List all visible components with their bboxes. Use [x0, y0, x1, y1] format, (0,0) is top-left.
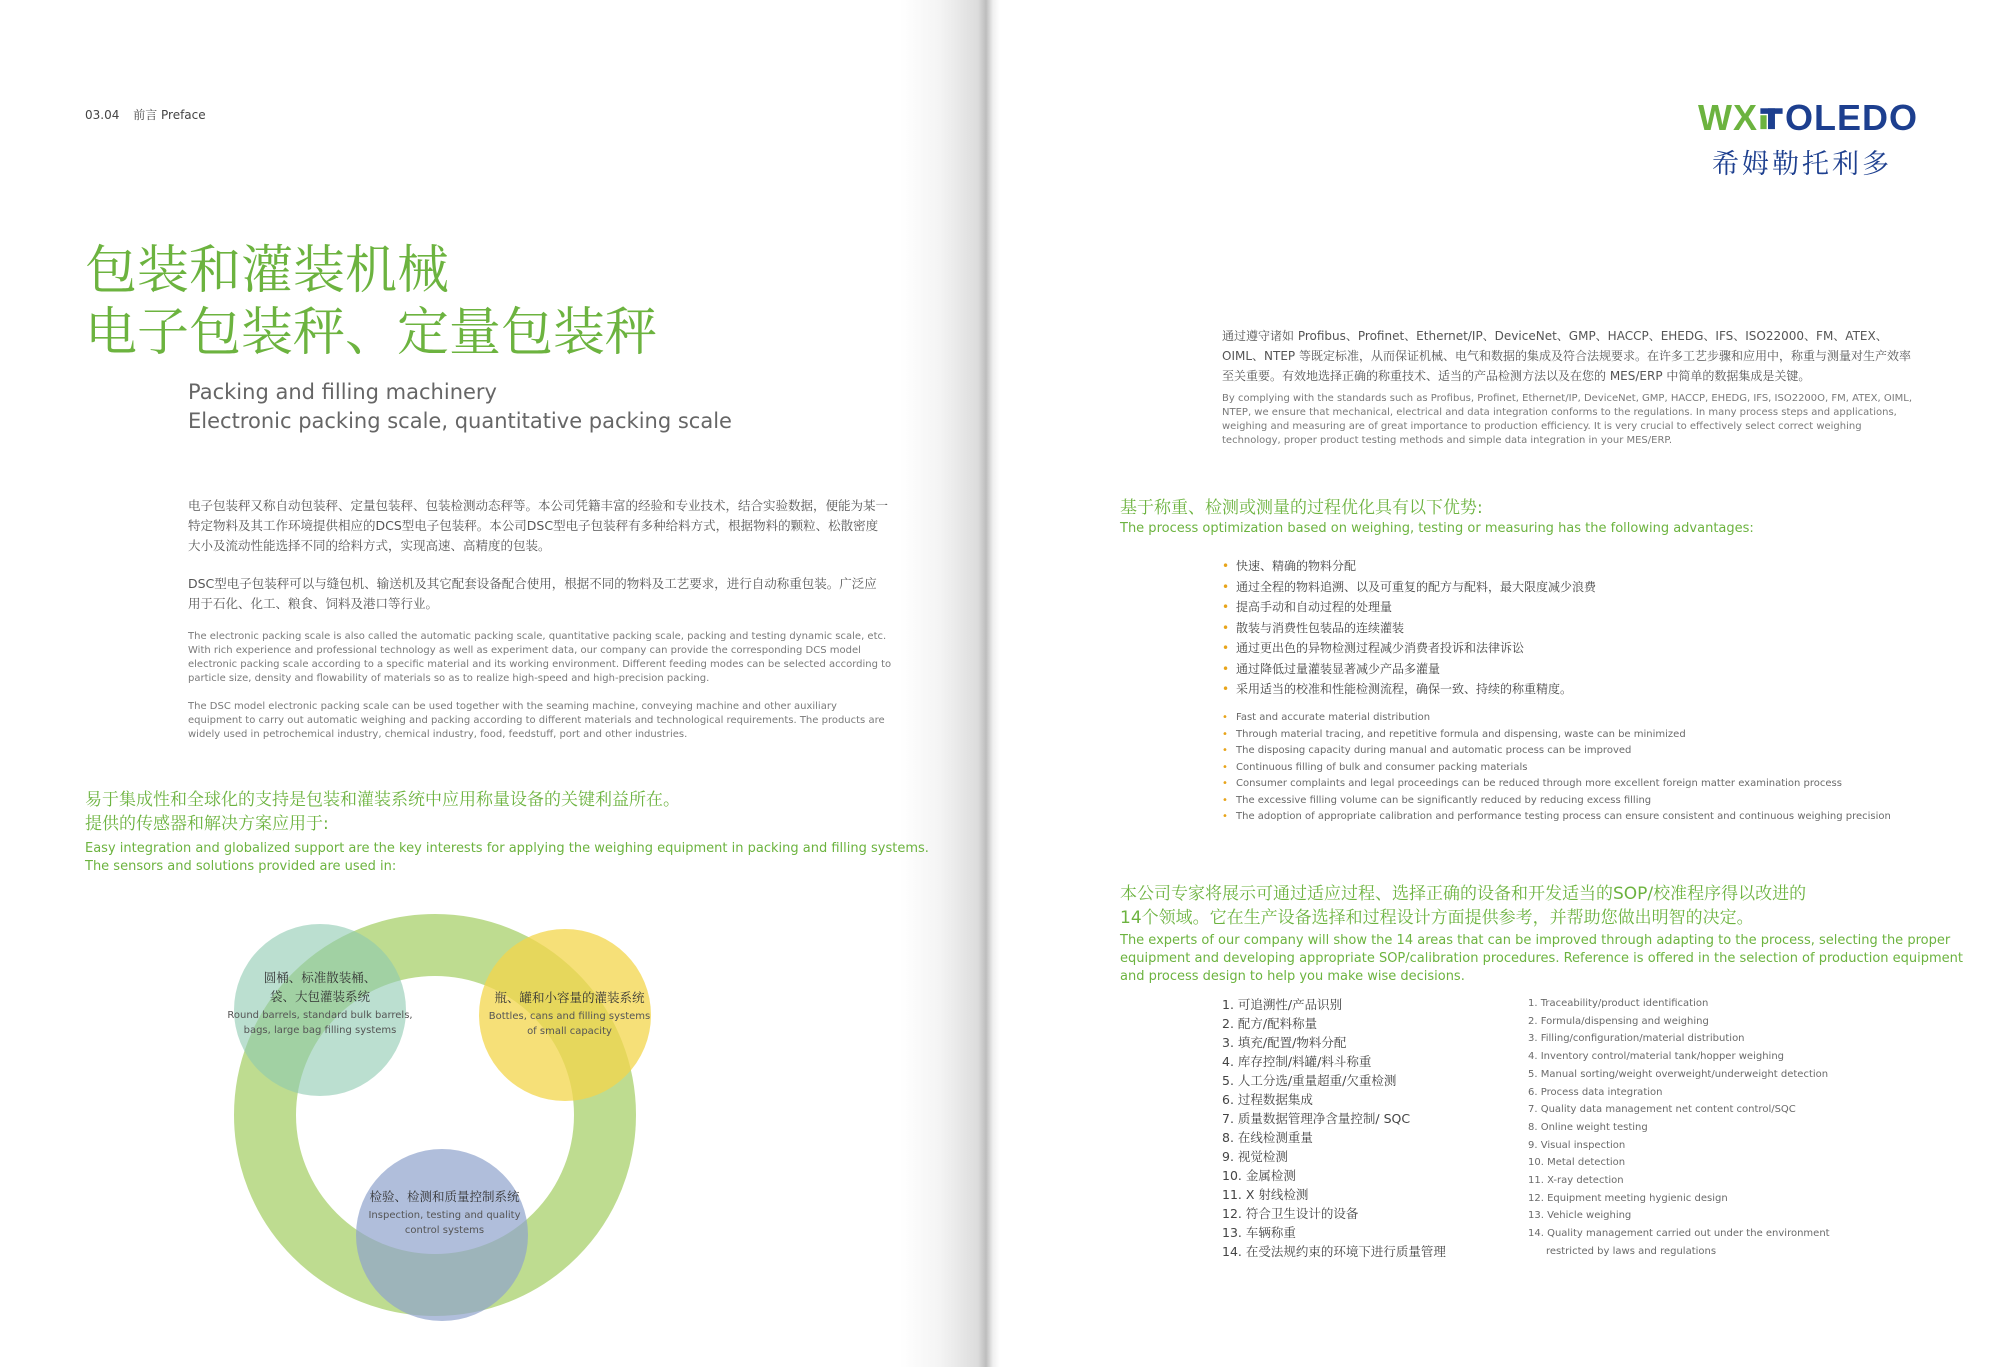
advantage-cn-item: • 采用适当的校准和性能检测流程，确保一致、持续的称重精度。	[1222, 679, 1902, 700]
standards-intro-cn: 通过遵守诸如 Profibus、Profinet、Ethernet/IP、DeviceNet、GMP、HACCP、EHEDG、IFS、ISO22000、FM、ATEX、OIML、NTEP 等既定标准，从而保证机械、电气和数据的集成及符合法规要求。在许多工艺步骤和应用中，称重与测量对生产效率至关重要。有效地选择正确的称重技术、适当的产品检测方法以及在您的 MES/ERP 中简单的数据集成是关键。	[1222, 329, 1911, 383]
area-cn-item: 9. 视觉检测	[1222, 1149, 1288, 1164]
advantages-list-en	[1222, 710, 1902, 826]
integration-heading-en	[85, 840, 965, 876]
advantages-heading-cn: 基于称重、检测或测量的过程优化具有以下优势:	[1120, 498, 1483, 518]
logo-oledo-text: OLEDO	[1784, 97, 1918, 138]
intro-cn-2: DSC型电子包装秤可以与缝包机、输送机及其它配套设备配合使用，根据不同的物料及工艺要求，进行自动称重包装。广泛应用于石化、化工、粮食、饲料及港口等行业。	[188, 576, 877, 611]
title-en	[188, 378, 732, 436]
area-en-item: 7. Quality data management net content control/SQC	[1528, 1104, 1796, 1116]
intro-cn-1: 电子包装秤又称自动包装秤、定量包装秤、包装检测动态秤等。本公司凭籍丰富的经验和专业技术，结合实验数据，便能为某一特定物料及其工作环境提供相应的DCS型电子包装秤。本公司DSC型电子包装秤有多种给料方式，根据物料的颗粒、松散密度大小及流动性能选择不同的给料方式，实现高速、高精度的包装。	[188, 498, 889, 553]
standards-intro-en: By complying with the standards such as Profibus, Profinet, Ethernet/IP, DeviceNet, GMP, HACCP, EHEDG, IFS, ISO2200O, FM, ATEX, OIML, NTEP, we ensure that mechanical, electrical and data integration conforms to the regulations. In many process steps and applications, weighing and measuring are of great importance to production efficiency. It is very crucial to effectively select correct weighing technology, proper product testing methods and simple data integration in your MES/ERP.	[1222, 393, 1913, 446]
areas-heading-en	[1120, 932, 1980, 986]
intro-en-2: The DSC model electronic packing scale can be used together with the seaming machine, conveying machine and other auxiliary equipment to carry out automatic weighing and packing according to different materials and technological requirements. The products are widely used in petrochemical industry, chemical industry, food, feedstuff, port and other industries.	[188, 701, 885, 740]
area-en-item: 9. Visual inspection	[1528, 1139, 1626, 1151]
title-cn-line-2: 电子包装秤、定量包装秤	[85, 303, 658, 363]
advantage-cn-item: • 提高手动和自动过程的处理量	[1222, 597, 1902, 618]
advantages-list-cn	[1222, 556, 1902, 700]
advantage-en-item: • The disposing capacity during manual and automatic process can be improved	[1222, 743, 1902, 760]
area-cn-item: 14. 在受法规约束的环境下进行质量管理	[1222, 1244, 1446, 1259]
venn-bottles-en-1: Bottles, cans and filling systems	[488, 1011, 651, 1022]
areas-heading-en-2: equipment and developing appropriate SOP/calibration procedures. Reference is offered in the selection of production equipment	[1120, 951, 1964, 966]
area-en-item: 14. Quality management carried out under the environment	[1528, 1228, 1830, 1240]
area-cn-item: 2. 配方/配料称量	[1222, 1016, 1318, 1031]
area-cn-item: 4. 库存控制/料罐/料斗称重	[1222, 1054, 1372, 1069]
area-en-item: 10. Metal detection	[1528, 1157, 1626, 1169]
area-en-item: 4. Inventory control/material tank/hopper weighing	[1528, 1051, 1785, 1063]
venn-bottles-en-2: of small capacity	[527, 1026, 612, 1037]
page-header	[85, 106, 206, 123]
section-label: 前言 Preface	[133, 108, 206, 122]
areas-heading-cn	[1120, 882, 1980, 930]
area-en-item: 12. Equipment meeting hygienic design	[1528, 1192, 1728, 1204]
venn-barrels-cn-1: 圆桶、标准散装桶、	[263, 970, 377, 985]
title-en-line-1: Packing and filling machinery	[188, 380, 497, 404]
area-cn-item: 1. 可追溯性/产品识别	[1222, 997, 1343, 1012]
areas-list-en	[1528, 995, 1848, 1261]
area-cn-item: 5. 人工分选/重量超重/欠重检测	[1222, 1073, 1397, 1088]
advantage-cn-item: • 快速、精确的物料分配	[1222, 556, 1902, 577]
logo-cn-text: 希姆勒托利多	[1712, 149, 1892, 180]
areas-heading-en-3: and process design to help you make wise decisions.	[1120, 969, 1465, 984]
area-cn-item: 8. 在线检测重量	[1222, 1130, 1313, 1145]
advantage-cn-item: • 通过更出色的异物检测过程减少消费者投诉和法律诉讼	[1222, 638, 1902, 659]
integration-heading-en-1: Easy integration and globalized support are the key interests for applying the weighing equipment in packing and filling systems.	[85, 841, 929, 856]
integration-heading-cn	[85, 788, 945, 836]
areas-heading-en-1: The experts of our company will show the 14 areas that can be improved through adapting to the process, selecting the proper	[1120, 933, 1951, 948]
area-cn-item: 13. 车辆称重	[1222, 1225, 1296, 1240]
advantage-en-item: • Fast and accurate material distribution	[1222, 710, 1902, 727]
area-cn-item: 12. 符合卫生设计的设备	[1222, 1206, 1359, 1221]
advantage-cn-item: • 通过全程的物料追溯、以及可重复的配方与配料，最大限度减少浪费	[1222, 577, 1902, 598]
area-cn-item: 6. 过程数据集成	[1222, 1092, 1313, 1107]
title-cn	[85, 240, 657, 364]
venn-barrels-en-1: Round barrels, standard bulk barrels,	[227, 1010, 413, 1021]
area-en-item: 3. Filling/configuration/material distribution	[1528, 1033, 1745, 1045]
advantages-heading-en: The process optimization based on weighing, testing or measuring has the following advantages:	[1120, 521, 1754, 536]
area-en-item: 5. Manual sorting/weight overweight/underweight detection	[1528, 1068, 1829, 1080]
area-en-item: 13. Vehicle weighing	[1528, 1210, 1632, 1222]
title-en-line-2: Electronic packing scale, quantitative packing scale	[188, 409, 732, 433]
page-number: 03.04	[85, 108, 120, 122]
left-page	[0, 0, 980, 1367]
area-cn-item: 11. X 射线检测	[1222, 1187, 1309, 1202]
right-page	[1000, 0, 2000, 1367]
venn-label-inspection	[357, 1187, 532, 1238]
logo-wx-text: WX	[1698, 97, 1758, 138]
advantage-en-item: • Continuous filling of bulk and consumer packing materials	[1222, 760, 1902, 777]
advantage-cn-item: • 通过降低过量灌装显著减少产品多灌量	[1222, 659, 1902, 680]
applications-diagram	[220, 900, 680, 1340]
company-logo	[1698, 96, 1918, 181]
venn-barrels-cn-2: 袋、大包灌装系统	[269, 989, 370, 1004]
area-en-item-continued: restricted by laws and regulations	[1546, 1245, 1717, 1257]
advantage-en-item: • The excessive filling volume can be significantly reduced by reducing excess filling	[1222, 793, 1902, 810]
integration-heading-en-2: The sensors and solutions provided are used in:	[85, 859, 397, 874]
advantage-en-item: • Consumer complaints and legal proceedings can be reduced through more excellent foreign matter examination process	[1222, 776, 1902, 793]
title-cn-line-1: 包装和灌装机械	[85, 241, 450, 301]
integration-heading-cn-1: 易于集成性和全球化的支持是包装和灌装系统中应用称量设备的关键利益所在。	[85, 790, 680, 810]
wxtoledo-logo-icon	[1698, 96, 1918, 140]
area-en-item: 6. Process data integration	[1528, 1086, 1663, 1098]
venn-barrels-en-2: bags, large bag filling systems	[243, 1025, 397, 1036]
areas-heading-cn-2: 14个领域。它在生产设备选择和过程设计方面提供参考，并帮助您做出明智的决定。	[1120, 908, 1754, 928]
area-en-item: 8. Online weight testing	[1528, 1121, 1648, 1133]
area-en-item: 11. X-ray detection	[1528, 1175, 1624, 1187]
integration-heading-cn-2: 提供的传感器和解决方案应用于:	[85, 814, 329, 834]
venn-inspection-cn: 检验、检测和质量控制系统	[369, 1189, 520, 1204]
area-cn-item: 7. 质量数据管理净含量控制/ SQC	[1222, 1111, 1411, 1126]
venn-inspection-en-1: Inspection, testing and quality	[368, 1210, 521, 1221]
venn-label-bottles	[482, 988, 657, 1039]
venn-label-barrels	[220, 968, 420, 1038]
areas-heading-cn-1: 本公司专家将展示可通过适应过程、选择正确的设备和开发适当的SOP/校准程序得以改进的	[1120, 884, 1807, 904]
areas-list-cn	[1222, 995, 1522, 1261]
area-en-item: 2. Formula/dispensing and weighing	[1528, 1015, 1709, 1027]
advantage-en-item: • The adoption of appropriate calibration and performance testing process can ensure consistent and continuous weighing precision	[1222, 809, 1902, 826]
area-cn-item: 10. 金属检测	[1222, 1168, 1296, 1183]
intro-en-1: The electronic packing scale is also called the automatic packing scale, quantitative packing scale, packing and testing dynamic scale, etc. With rich experience and professional technology as well as experiment data, our company can provide the corresponding DCS model electronic packing scale according to a specific material and its working environment. Different feeding modes can be selected according to particle size, density and flowability of materials so as to realize high-speed and high-precision packing.	[188, 631, 892, 684]
venn-inspection-en-2: control systems	[404, 1225, 485, 1236]
area-cn-item: 3. 填充/配置/物料分配	[1222, 1035, 1347, 1050]
logo-t-mark-icon	[1759, 100, 1784, 136]
area-en-item: 1. Traceability/product identification	[1528, 998, 1709, 1009]
advantage-cn-item: • 散装与消费性包装品的连续灌装	[1222, 618, 1902, 639]
advantage-en-item: • Through material tracing, and repetitive formula and dispensing, waste can be minimized	[1222, 727, 1902, 744]
venn-bottles-cn: 瓶、罐和小容量的灌装系统	[494, 990, 645, 1005]
